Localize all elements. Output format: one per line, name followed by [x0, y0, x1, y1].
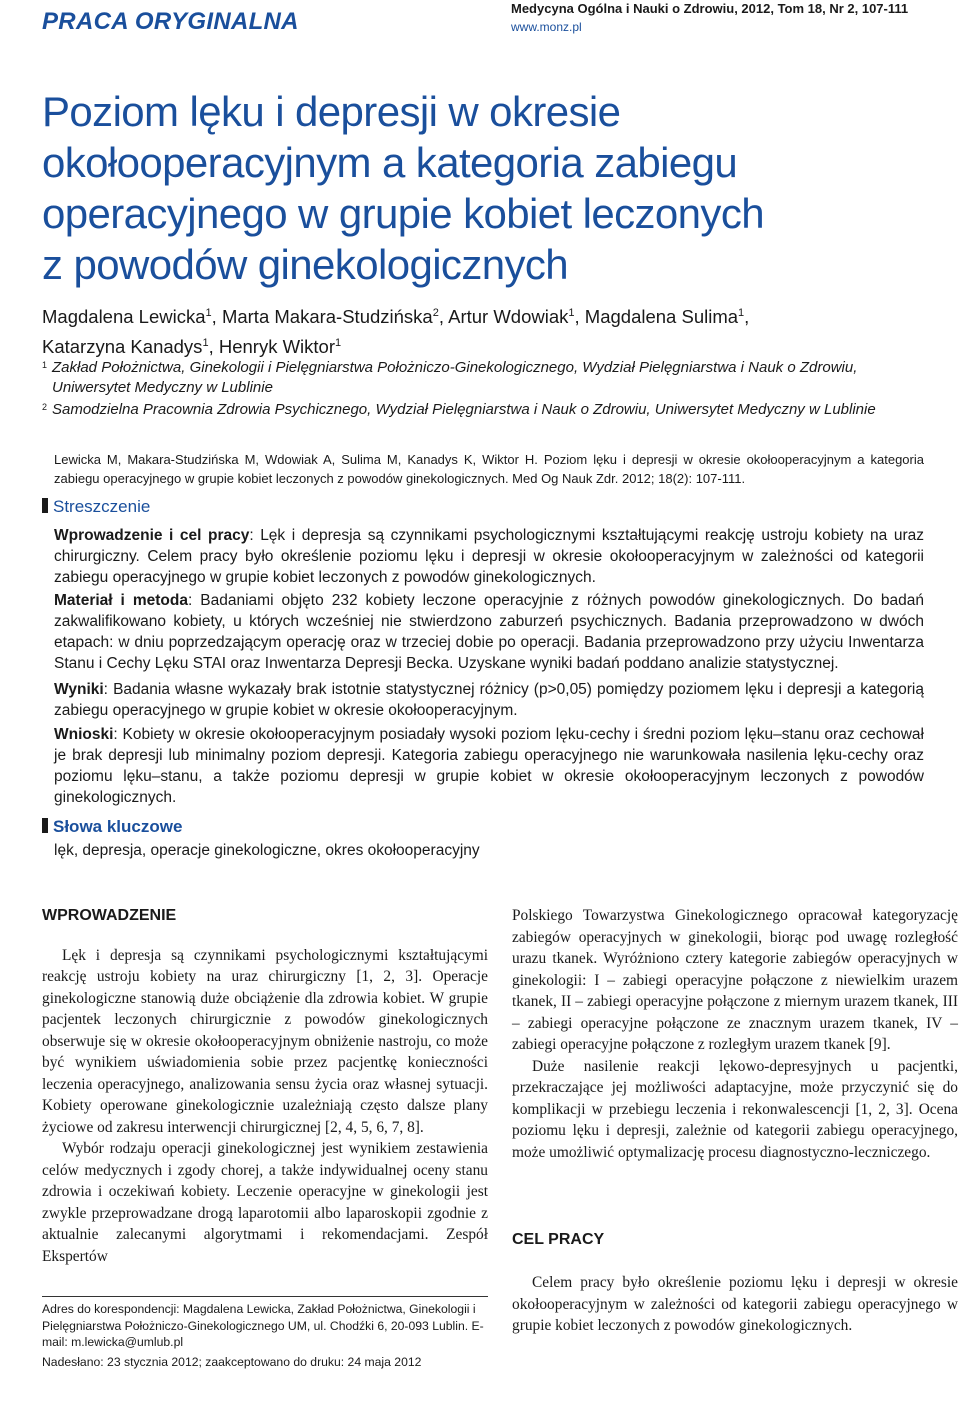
article-type-label: PRACA ORYGINALNA	[42, 8, 299, 35]
abstract-label: Wprowadzenie i cel pracy	[54, 527, 250, 544]
keywords-heading	[42, 817, 182, 837]
abstract-intro	[54, 525, 924, 588]
title-line: Poziom lęku i depresji w okresie	[42, 88, 621, 135]
abstract-methods	[54, 590, 924, 674]
author-name: Katarzyna Kanadys	[42, 336, 203, 358]
author-affil-mark: 2	[432, 307, 439, 319]
journal-url[interactable]: www.monz.pl	[511, 20, 582, 34]
body-paragraph: Duże nasilenie reakcji lękowo-depresyjnych u pacjentki, przekraczające jej możliwości adaptacyjne, może przyczynić się do komplikacji w przebiegu leczenia i rekonwalescencji [1, 2, 3]. Ocena poziomu lęku i depresji, zależnie od kategorii zabiegu operacyjnego, może umożliwić optymalizację procesu diagnostyczno-leczniczego.	[512, 1057, 958, 1161]
abstract-text: : Badaniami objęto 232 kobiety leczone operacyjnie z różnych powodów ginekologicznych. Do badań zakwalifikowano kobiety, u których wcześniej nie stwierdzono zaburzeń psychicznych. Badania przeprowadzono w dwóch etapach: w dniu poprzedzającym operację oraz w trzeciej dobie po operacji. Badania przeprowadzono przy użyciu Inwentarza Stanu i Cechy Lęku STAI oraz Inwentarza Depresji Becka. Uzyskane wyniki badań poddano analizie statystycznej.	[54, 592, 924, 672]
abstract-text: : Badania własne wykazały brak istotnie statystycznej różnicy (p>0,05) pomiędzy poziomem lęku i depresji a kategorią zabiegu operacyjnego w grupie kobiet w okresie okołooperacyjnym.	[54, 681, 924, 719]
title-line: okołooperacyjnym a kategoria zabiegu	[42, 139, 738, 186]
title-line: z powodów ginekologicznych	[42, 241, 569, 288]
aim-heading: CEL PRACY	[512, 1231, 605, 1248]
body-paragraph: Polskiego Towarzystwa Ginekologicznego opracował kategoryzację zabiegów operacyjnych w ginekologii, biorąc pod uwagę rozległość urazu tkanek. Wyróżniono cztery kategorie zabiegów operacyjnych w ginekologii: I – zabiegi operacyjne połączone z niewielkim urazem tkanek, II – zabiegi operacyjne połączone z miernym urazem tkanek, III – zabiegi operacyjne połączone ze znacznym urazem tkanek, IV – zabiegi operacyjne połączone z rozległym urazem tkanek [9].	[512, 907, 958, 1053]
abstract-results	[54, 679, 924, 721]
footnote-divider	[42, 1296, 488, 1297]
citation: Lewicka M, Makara-Studzińska M, Wdowiak A, Sulima M, Kanadys K, Wiktor H. Poziom lęku i depresji w okresie okołooperacyjnym a kategoria zabiegu operacyjnego w grupie kobiet leczonych z powodów ginekologicznych. Med Og Nauk Zdr. 2012; 18(2): 107-111.	[54, 452, 924, 486]
author-name: Magdalena Sulima	[584, 306, 739, 328]
submission-dates: Nadesłano: 23 stycznia 2012; zaakceptowano do druku: 24 maja 2012	[42, 1355, 422, 1369]
abstract-label: Wyniki	[54, 681, 104, 698]
author-affil-mark: 1	[202, 337, 209, 350]
keywords-text: lęk, depresja, operacje ginekologiczne, okres okołooperacyjny	[54, 842, 480, 859]
abstract-text: : Lęk i depresja są czynnikami psychologicznymi kształtującymi reakcję ustroju kobiety na uraz chirurgiczny. Celem pracy było określenie poziomu lęku i depresji w okresie okołooperacyjnym w zależności od kategorii zabiegu operacyjnego w grupie kobiet leczonych z powodów ginekologicznych.	[54, 527, 924, 586]
author-affil-mark: 1	[568, 307, 575, 319]
author-affil-mark: 1	[335, 337, 342, 350]
affiliation-text: Samodzielna Pracownia Zdrowia Psychicznego, Wydział Pielęgniarstwa i Nauk o Zdrowiu, Uniwersytet Medyczny w Lublinie	[52, 401, 876, 418]
body-paragraph: Wybór rodzaju operacji ginekologicznej jest wynikiem zestawienia celów medycznych i zgody chorej, a także indywidualnej oceny stanu zdrowia i oczekiwań kobiety. Leczenie operacyjne w ginekologii jest zwykle przeprowadzane drogą laparotomii albo laparoskopii zgodnie z aktualnie zalecanymi algorytmami i rekomendacjami. Zespół Ekspertów	[42, 1140, 488, 1265]
section-marker-icon	[42, 818, 48, 833]
intro-heading: WPROWADZENIE	[42, 907, 177, 924]
title-line: operacyjnego w grupie kobiet leczonych	[42, 190, 764, 237]
author-name: Magdalena Lewicka	[42, 306, 206, 328]
author-name: Marta Makara-Studzińska	[221, 306, 433, 328]
journal-info: Medycyna Ogólna i Nauki o Zdrowiu, 2012, Tom 18, Nr 2, 107-111	[511, 1, 909, 16]
abstract-label: Materiał i metoda	[54, 592, 188, 609]
author-affil-mark: 1	[738, 307, 745, 319]
affiliation-number: 1	[42, 360, 48, 370]
aim-paragraph: Celem pracy było określenie poziomu lęku i depresji w okresie okołooperacyjnym w zależności od kategorii zabiegu operacyjnego w grupie kobiet leczonych z powodów ginekologicznych.	[512, 1274, 958, 1334]
abstract-text: : Kobiety w okresie okołooperacyjnym posiadały wysoki poziom lęku-cechy i średni poziom lęku–stanu oraz cechował je brak depresji lub minimalny poziom depresji. Kategoria zabiegu operacyjnego nie warunkowała nasilenia lęku-cechy oraz poziomu lęku–stanu, a także poziomu depresji w grupie kobiet w okresie okołooperacyjnym leczonych z powodów ginekologicznych.	[54, 726, 924, 806]
affiliation	[42, 358, 922, 398]
affiliation	[42, 400, 922, 420]
body-column-left	[42, 905, 488, 1267]
body-paragraph: Lęk i depresja są czynnikami psychologicznymi kształtującymi reakcję ustroju kobiety na uraz chirurgiczny [1, 2, 3]. Operacje ginekologiczne stanowią duże obciążenie dla zdrowia kobiet. W grupie pacjentek leczonych chirurgicznie z powodów ginekologicznych obserwuje się w okresie okołooperacyjnym obniżenie nastroju, co może być wynikiem uświadomienia sobie przez pacjentkę konieczności leczenia operacyjnego, analizowania sensu życia oraz własnej sytuacji. Kobiety operowane ginekologicznie uzależniają często dalsze plany życiowe od zakresu interwencji chirurgicznej [2, 4, 5, 6, 7, 8].	[42, 946, 488, 1136]
article-title	[42, 86, 922, 290]
abstract-heading-text: Streszczenie	[53, 497, 151, 516]
abstract-label: Wnioski	[54, 726, 114, 743]
abstract-heading	[42, 497, 150, 517]
affiliation-number: 2	[42, 402, 48, 412]
author-list: Magdalena Lewicka$^1$, Marta Makara-Studzińska$^2$, Artur Wdowiak$^1$, Magdalena Sulima$^1$, Katarzyna Kanadys$^1$, Henryk Wiktor$^1$	[42, 306, 750, 358]
correspondence-address: Adres do korespondencji: Magdalena Lewicka, Zakład Położnictwa, Ginekologii i Pielęgniarstwa Położniczo-Ginekologicznego UM, ul. Chodźki 6, 20-093 Lublin. E-mail: m.lewicka@umlub.pl	[42, 1302, 484, 1349]
keywords-heading-text: Słowa kluczowe	[53, 817, 183, 836]
body-column-right	[512, 905, 958, 1163]
author-name: Henryk Wiktor	[218, 336, 335, 358]
section-marker-icon	[42, 498, 48, 513]
author-name: Artur Wdowiak	[448, 306, 569, 328]
abstract-conclusions	[54, 724, 924, 808]
author-affil-mark: 1	[205, 307, 212, 319]
affiliation-text: Zakład Położnictwa, Ginekologii i Pielęgniarstwa Położniczo-Ginekologicznego, Wydział Pielęgniarstwa i Nauk o Zdrowiu, Uniwersytet Medyczny w Lublinie	[52, 359, 858, 396]
